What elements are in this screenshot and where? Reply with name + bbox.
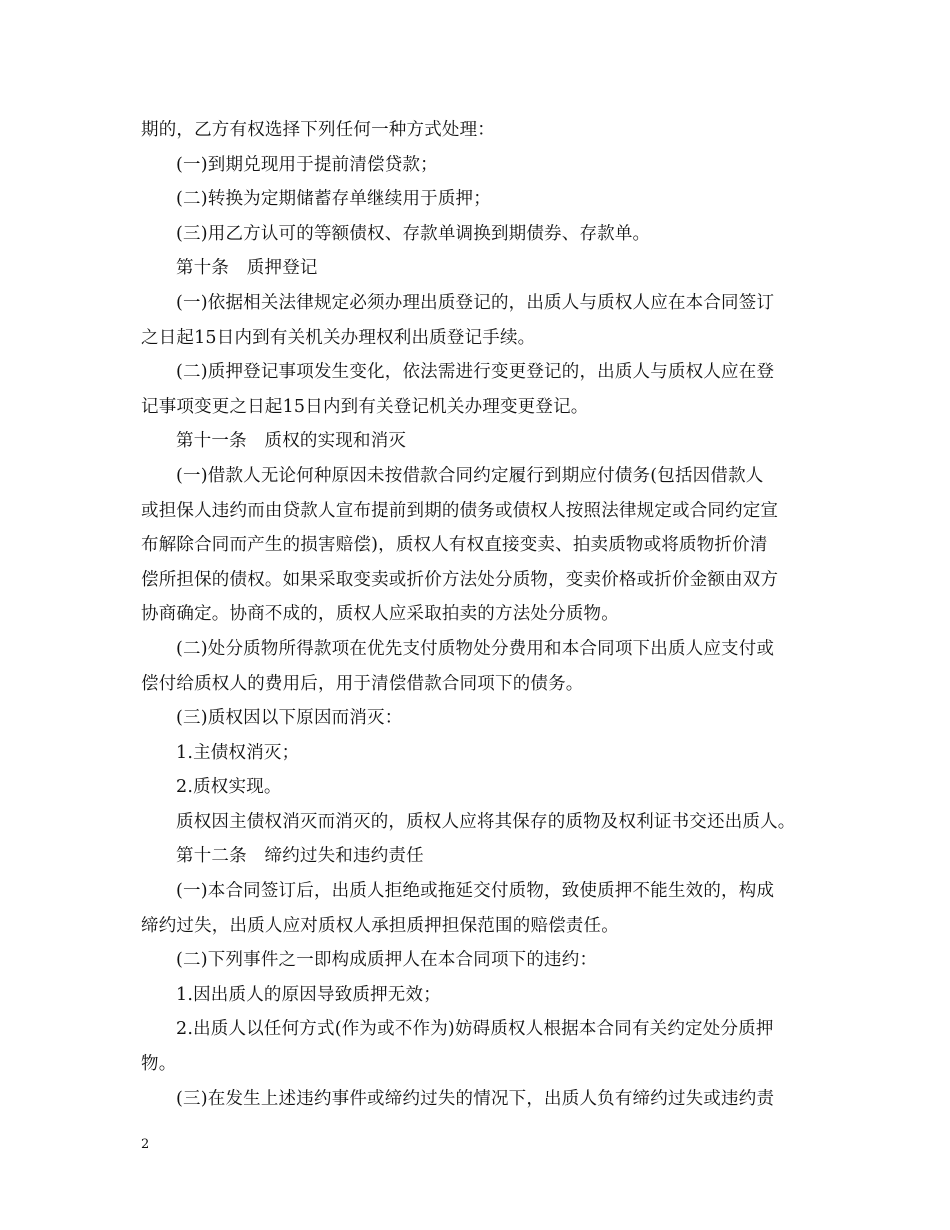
text-line: (三)质权因以下原因而消灭： xyxy=(176,708,403,729)
text-line: 期的，乙方有权选择下列任何一种方式处理： xyxy=(141,120,495,140)
text-line: (三)用乙方认可的等额债权、存款单调换到期债券、存款单。 xyxy=(176,223,651,244)
text-line: 记事项变更之日起15日内到有关登记机关办理变更登记。 xyxy=(141,396,589,417)
text-line: 第十二条 缔约过失和违约责任 xyxy=(176,846,424,867)
text-line: 布解除合同而产生的损害赔偿)，质权人有权直接变卖、拍卖质物或将质物折价清 xyxy=(141,535,768,556)
text-line: (一)依据相关法律规定必须办理出质登记的，出质人与质权人应在本合同签订 xyxy=(176,292,775,313)
text-line: (二)转换为定期储蓄存单继续用于质押； xyxy=(176,189,491,210)
text-line: 2.出质人以任何方式(作为或不作为)妨碍质权人根据本合同有关约定处分质押 xyxy=(176,1019,774,1040)
text-line: (一)到期兑现用于提前清偿贷款； xyxy=(176,154,438,175)
text-line: (二)下列事件之一即构成质押人在本合同项下的违约： xyxy=(176,950,598,971)
text-line: 缔约过失，出质人应对质权人承担质押担保范围的赔偿责任。 xyxy=(141,915,619,936)
text-line: (二)质押登记事项发生变化，依法需进行变更登记的，出质人与质权人应在登 xyxy=(176,362,775,383)
text-line: 物。 xyxy=(141,1054,177,1075)
text-line: 第十一条 质权的实现和消灭 xyxy=(176,431,407,452)
text-line: 1.主债权消灭； xyxy=(176,742,300,763)
text-line: 偿所担保的债权。如果采取变卖或折价方法处分质物，变卖价格或折价金额由双方 xyxy=(141,569,779,590)
document-body xyxy=(141,113,821,1116)
text-line: 2.质权实现。 xyxy=(176,777,282,798)
text-line: (一)借款人无论何种原因未按借款合同约定履行到期应付债务(包括因借款人 xyxy=(176,465,764,486)
text-line: 质权因主债权消灭而消灭的，质权人应将其保存的质物及权利证书交还出质人。 xyxy=(176,811,796,832)
text-line: 1.因出质人的原因导致质押无效； xyxy=(176,984,441,1005)
text-line: 之日起15日内到有关机关办理权利出质登记手续。 xyxy=(141,327,536,348)
text-line: 协商确定。协商不成的，质权人应采取拍卖的方法处分质物。 xyxy=(141,604,619,625)
text-line: 或担保人违约而由贷款人宣布提前到期的债务或债权人按照法律规定或合同约定宣 xyxy=(141,500,779,521)
text-line: (三)在发生上述违约事件或缔约过失的情况下，出质人负有缔约过失或违约责 xyxy=(176,1088,775,1109)
text-line: 第十条 质押登记 xyxy=(176,258,318,279)
text-line: (二)处分质物所得款项在优先支付质物处分费用和本合同项下出质人应支付或 xyxy=(176,638,775,659)
text-line: (一)本合同签订后，出质人拒绝或拖延交付质物，致使质押不能生效的，构成 xyxy=(176,881,775,902)
text-line: 偿付给质权人的费用后，用于清偿借款合同项下的债务。 xyxy=(141,673,584,694)
page-number: 2 xyxy=(141,1137,150,1152)
